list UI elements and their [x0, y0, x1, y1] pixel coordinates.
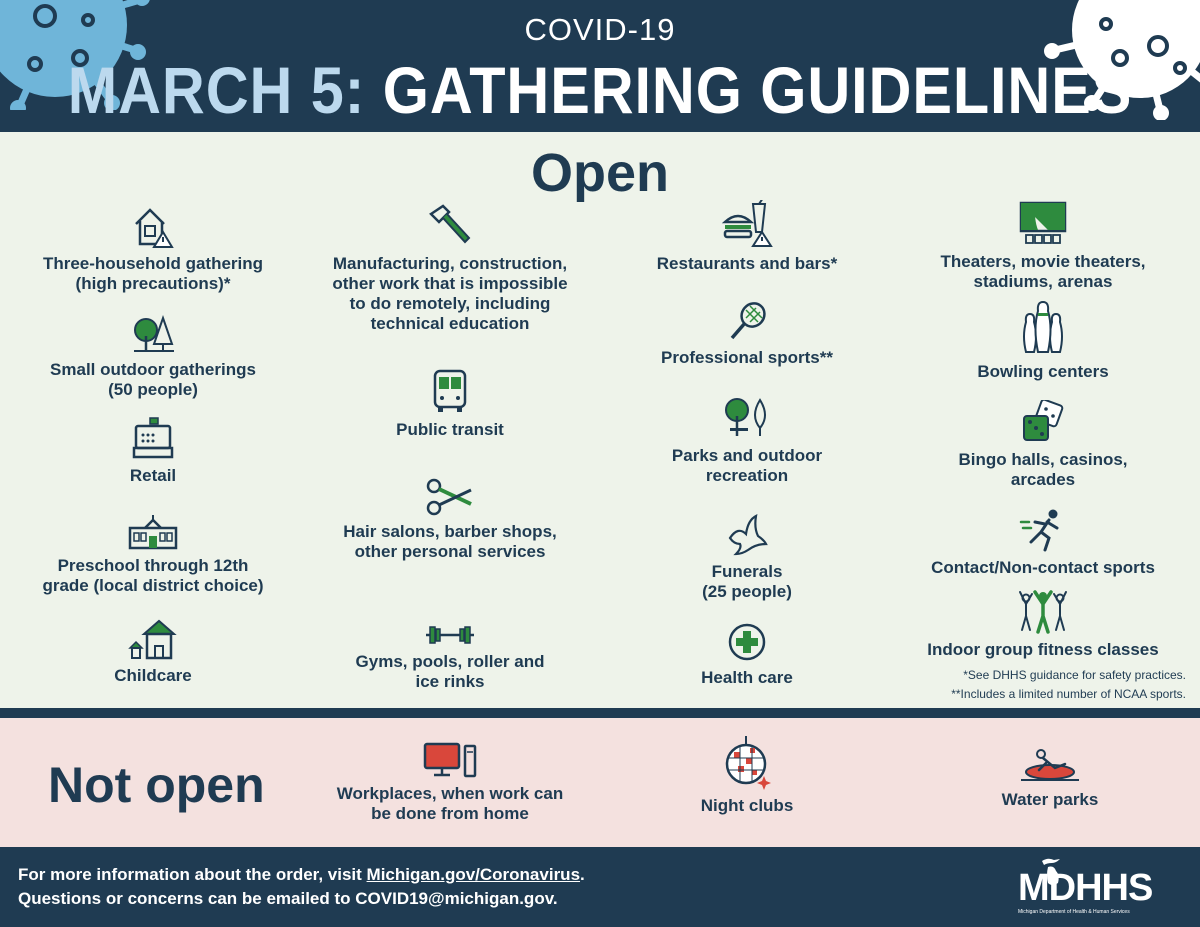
- item-label: Three-household gathering (high precautions)*: [42, 254, 264, 293]
- disco-ball-icon: [722, 736, 772, 790]
- item-label: Bingo halls, casinos, arcades: [958, 450, 1128, 489]
- runner-icon: [1019, 508, 1067, 552]
- trees-icon: [130, 314, 176, 354]
- not-open-heading: Not open: [48, 757, 265, 813]
- not-open-section: [0, 718, 1200, 847]
- house-warning-icon: [130, 204, 176, 248]
- fitness-class-icon: [1018, 588, 1068, 634]
- item-label: Workplaces, when work can be done from home: [336, 784, 564, 823]
- footer-info-line: [18, 865, 585, 885]
- item-workplaces: [300, 742, 600, 824]
- water-tube-icon: [1019, 748, 1081, 784]
- item-water-parks: [930, 748, 1170, 810]
- item-label: Public transit: [396, 420, 504, 439]
- footnote-safety: *See DHHS guidance for safety practices.: [963, 668, 1186, 682]
- item-bowling: [903, 300, 1183, 382]
- item-three-household: [23, 204, 283, 294]
- bowling-pins-icon: [1020, 300, 1066, 356]
- item-health-care: [617, 622, 877, 688]
- logo-subtitle: Michigan Department of Health & Human Services: [1018, 909, 1130, 915]
- computer-icon: [423, 742, 477, 778]
- item-theaters: [903, 200, 1183, 292]
- footer-info-suffix: .: [580, 865, 585, 884]
- footer-contact-line: Questions or concerns can be emailed to COVID19@michigan.gov.: [18, 889, 558, 908]
- item-label: Indoor group fitness classes: [927, 640, 1159, 659]
- open-heading: Open: [530, 143, 669, 203]
- item-small-outdoor: [23, 314, 283, 400]
- section-divider: [0, 708, 1200, 718]
- item-professional-sports: [617, 300, 877, 368]
- cash-register-icon: [130, 416, 176, 460]
- header-banner: [0, 0, 1200, 132]
- item-retail: [23, 416, 283, 486]
- school-icon: [128, 514, 178, 550]
- dove-icon: [724, 514, 770, 556]
- footnotes: [951, 666, 1186, 704]
- item-label: Retail: [129, 466, 177, 485]
- item-label: Restaurants and bars*: [656, 254, 838, 273]
- item-label: Funerals (25 people): [702, 562, 792, 601]
- item-night-clubs: [617, 736, 877, 816]
- item-label: Night clubs: [700, 796, 794, 815]
- coronavirus-link[interactable]: Michigan.gov/Coronavirus: [366, 865, 581, 884]
- open-section: [0, 132, 1200, 708]
- bus-icon: [427, 368, 473, 414]
- dice-icon: [1020, 400, 1066, 444]
- item-hair-salons: [300, 478, 600, 562]
- item-parks: [617, 396, 877, 486]
- item-restaurants: [617, 200, 877, 274]
- item-public-transit: [300, 368, 600, 440]
- item-label: Manufacturing, construction, other work that is impossible to do remotely, including technical education: [332, 254, 568, 333]
- hammer-icon: [427, 204, 473, 248]
- footer-info-prefix: For more information about the order, visit: [18, 865, 367, 884]
- item-bingo: [903, 400, 1183, 490]
- item-label: Gyms, pools, roller and ice rinks: [355, 652, 545, 691]
- item-label: Theaters, movie theaters, stadiums, arenas: [940, 252, 1146, 291]
- item-label: Preschool through 12th grade (local district choice): [42, 556, 264, 595]
- logo-text: MDHHS: [1018, 867, 1153, 909]
- health-cross-icon: [727, 622, 767, 662]
- item-label: Childcare: [114, 666, 192, 685]
- title-text: GATHERING GUIDELINES: [365, 53, 1133, 127]
- item-label: Professional sports**: [661, 348, 833, 367]
- item-label: Small outdoor gatherings (50 people): [50, 360, 256, 399]
- item-contact-sports: [903, 508, 1183, 578]
- playhouse-icon: [128, 618, 178, 660]
- item-childcare: [23, 618, 283, 686]
- footer: [0, 847, 1200, 927]
- title-date: MARCH 5:: [67, 53, 366, 127]
- item-label: Contact/Non-contact sports: [931, 558, 1155, 577]
- item-manufacturing: [300, 204, 600, 334]
- tennis-racket-icon: [726, 300, 768, 342]
- item-label: Hair salons, barber shops, other personal services: [343, 522, 557, 561]
- item-label: Parks and outdoor recreation: [671, 446, 823, 485]
- footnote-ncaa: **Includes a limited number of NCAA sports.: [951, 687, 1186, 701]
- theater-stage-icon: [1018, 200, 1068, 246]
- park-icon: [722, 396, 772, 440]
- kicker-text: COVID-19: [524, 12, 676, 47]
- item-preschool: [23, 514, 283, 596]
- item-label: Health care: [701, 668, 793, 687]
- page-title: [60, 52, 1140, 128]
- item-label: Bowling centers: [977, 362, 1109, 381]
- item-gyms: [300, 624, 600, 692]
- burger-drink-warning-icon: [721, 200, 773, 248]
- item-fitness-classes: [903, 588, 1183, 660]
- item-funerals: [617, 514, 877, 602]
- barbell-icon: [422, 624, 478, 646]
- item-label: Water parks: [1001, 790, 1099, 809]
- mdhhs-logo: [1018, 857, 1178, 919]
- scissors-icon: [425, 478, 475, 516]
